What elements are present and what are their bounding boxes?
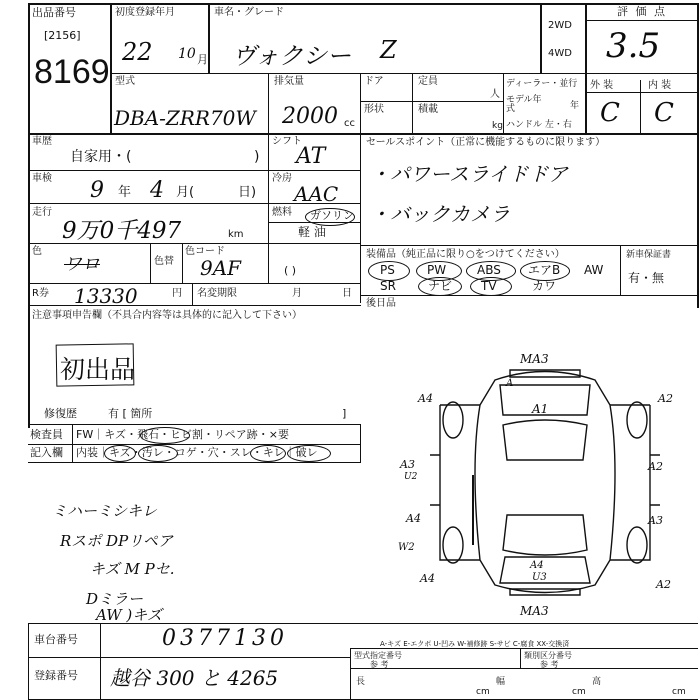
rule <box>360 101 503 102</box>
first-reg-label: 初度登録年月 <box>115 7 175 18</box>
displacement-label: 排気量 <box>274 76 304 87</box>
chassis-value: 0377130 <box>162 626 288 651</box>
equip-airbag: エアB <box>528 263 561 277</box>
first-listing: 初出品 <box>60 355 136 384</box>
rule <box>503 73 504 133</box>
mark-right-front-door: A2 <box>648 460 663 473</box>
reg-value: 越谷 300 と 4265 <box>110 666 279 690</box>
model-year-label: モデル年式 <box>506 95 542 114</box>
equip-tv: TV <box>481 279 497 293</box>
lot-label: 出品番号 <box>32 6 76 19</box>
mark-bumper-front: A <box>506 378 514 389</box>
length-label: 長 <box>356 677 366 687</box>
height-label: 高 <box>592 677 602 687</box>
stain-circle <box>138 445 178 462</box>
mark-front-right: A2 <box>658 392 673 405</box>
airbag-circle <box>520 261 570 281</box>
rule <box>110 73 698 74</box>
mark-front-left: A4 <box>418 392 433 405</box>
inspection-month-unit: 月( <box>176 185 195 200</box>
aircon-label: 冷房 <box>272 173 292 184</box>
person-unit: 人 <box>490 89 500 100</box>
color-value: ワロ <box>64 254 100 275</box>
history-close: ) <box>254 149 260 165</box>
rule <box>585 92 698 93</box>
rule <box>28 170 361 171</box>
reg-label: 登録番号 <box>34 669 78 682</box>
inspection-label: 車検 <box>32 173 52 184</box>
shift-value: AT <box>296 144 326 169</box>
dealer-label: ディーラー・並行 <box>506 79 578 89</box>
rule <box>28 3 30 428</box>
mark-rear-left: A4 <box>420 572 435 585</box>
notes-label: 注意事項申告欄（不具合内容等は具体的に記入して下さい） <box>32 310 302 321</box>
entry-label: 記入欄 <box>30 446 63 459</box>
inspection-year: 9 <box>90 178 104 203</box>
shape-label: 形状 <box>364 104 384 115</box>
handle-label: ハンドル 左・右 <box>506 120 572 130</box>
fuel-gasoline: ガソリン <box>310 209 354 222</box>
inspection-day-unit: 日) <box>238 185 257 200</box>
cm-1: cm <box>476 687 490 697</box>
mark-rear-hatch: A4 <box>530 560 544 571</box>
fuel-diesel: 軽 油 <box>298 225 326 239</box>
equip-leather: カワ <box>532 279 557 293</box>
category-label: 類別区分番号 <box>524 651 572 660</box>
width-label: 幅 <box>496 677 506 687</box>
rule <box>360 424 361 462</box>
later-label: 後日品 <box>366 298 396 309</box>
rule <box>110 3 112 133</box>
mileage-value: 9万0千497 <box>62 218 182 244</box>
rule <box>585 3 587 133</box>
type-designation-label: 型式指定番号 <box>354 651 402 660</box>
inspection-month: 4 <box>150 178 164 203</box>
capacity-label: 定員 <box>418 76 438 87</box>
rule <box>350 668 698 669</box>
mark-left-rear-door: A4 <box>406 512 421 525</box>
rule <box>182 243 183 283</box>
rule <box>208 3 210 73</box>
warranty-value: 有・無 <box>628 271 665 285</box>
rule <box>360 133 361 303</box>
inspection-year-unit: 年 <box>118 185 132 200</box>
recycle-value: 13330 <box>74 284 138 308</box>
sales-points-label: セールスポイント（正常に機能するものに限ります） <box>366 137 606 148</box>
navi-circle <box>418 277 462 296</box>
mark-right-rear-door: A3 <box>648 514 663 527</box>
rule <box>100 623 101 700</box>
rule <box>697 3 699 308</box>
model-value: DBA-ZRR70W <box>114 106 256 130</box>
equip-pw: PW <box>427 263 447 277</box>
repair-close: ] <box>342 407 347 420</box>
rule <box>192 283 193 305</box>
repair-value: 有 [ 箇所 <box>108 407 153 420</box>
first-reg-month: 10 <box>178 46 196 62</box>
rule <box>72 424 73 462</box>
reference-label-1: 参 考 <box>370 660 389 669</box>
shift-label: シフト <box>272 136 302 147</box>
stone-chip-circle <box>140 427 190 444</box>
rule <box>28 133 698 135</box>
lot-number: 8169 <box>34 53 110 91</box>
color-code-label: 色コード <box>185 246 225 257</box>
rule <box>28 424 361 425</box>
kg-unit: kg <box>492 121 503 131</box>
diagram-legend: A-キズ E-エクボ U-凹み W-補修跡 S-サビ C-腐食 XX-交換済 <box>380 640 570 648</box>
car-name: ヴォクシー <box>232 42 352 70</box>
repair-label: 修復歴 <box>44 407 77 420</box>
interior-grade: C <box>654 98 674 128</box>
lot-sub: [2156] <box>44 29 81 42</box>
history-value: 自家用・( <box>70 149 132 165</box>
equip-abs: ABS <box>477 263 501 277</box>
rule <box>28 657 350 658</box>
rule <box>585 20 698 21</box>
note-line-4: Dミラー <box>86 590 144 608</box>
model-label: 型式 <box>115 76 135 87</box>
rule <box>360 295 698 296</box>
equip-ps: PS <box>380 263 395 277</box>
rule <box>150 243 151 283</box>
rule <box>640 80 641 133</box>
cc-unit: cc <box>344 118 355 129</box>
month-unit: 月 <box>197 53 208 66</box>
mileage-unit: km <box>228 229 244 240</box>
tear-circle <box>287 445 331 462</box>
equip-aw: AW <box>584 263 604 277</box>
drive-2wd: 2WD <box>548 20 572 31</box>
inspector-items: FW｜キズ・飛石・ヒビ割・リペア跡・×要 <box>76 428 289 441</box>
drive-4wd: 4WD <box>548 48 572 59</box>
rule <box>620 245 621 295</box>
recycle-label: R券 <box>32 288 49 299</box>
note-line-5: AW )キズ <box>96 606 162 624</box>
rule <box>360 245 698 246</box>
rule <box>28 462 361 463</box>
recycle-yen: 円 <box>172 288 182 299</box>
tv-circle <box>470 277 512 296</box>
cm-3: cm <box>672 687 686 697</box>
rule <box>350 648 351 700</box>
name-change-month: 月 <box>292 288 302 299</box>
warranty-label: 新車保証書 <box>626 250 672 260</box>
interior-label: 内 装 <box>648 80 672 91</box>
year-unit: 年 <box>570 101 580 111</box>
score-label: 評 価 点 <box>617 5 667 18</box>
rule <box>28 623 29 700</box>
sales-point-2: ・バックカメラ <box>370 202 510 226</box>
equipment-label: 装備品（純正品に限り○をつけてください） <box>366 249 565 260</box>
exterior-grade: C <box>600 98 620 128</box>
note-line-1: ミハーミシキレ <box>52 502 157 520</box>
aircon-value: AAC <box>294 182 339 206</box>
reference-label-2: 参 考 <box>540 660 559 669</box>
equip-sr: SR <box>380 279 396 293</box>
name-change-day: 日 <box>342 288 352 299</box>
rule <box>520 648 521 668</box>
note-line-3: キズ M Pセ. <box>90 560 175 578</box>
car-name-label: 車名・グレード <box>214 7 284 18</box>
mark-rear-right: A2 <box>656 578 671 591</box>
history-label: 車歴 <box>32 136 52 147</box>
door-label: ドア <box>364 76 384 87</box>
mark-left-front-door: A3 <box>400 458 415 471</box>
load-label: 積載 <box>418 104 438 115</box>
rule <box>360 73 361 133</box>
equip-navi: ナビ <box>428 279 453 293</box>
cm-2: cm <box>572 687 586 697</box>
mark-rear-dent: U3 <box>532 572 547 583</box>
displacement-value: 2000 <box>282 104 338 129</box>
scuff-circle <box>250 445 286 462</box>
rule <box>268 133 269 283</box>
sales-point-1: ・パワースライドドア <box>370 162 568 186</box>
rule <box>268 73 269 133</box>
name-change-label: 名変期限 <box>197 288 237 299</box>
mark-bottom: MA3 <box>520 604 549 618</box>
first-reg-year: 22 <box>122 38 153 66</box>
inspector-label: 検査員 <box>30 428 63 441</box>
rule <box>412 73 413 133</box>
fuel-label: 燃料 <box>272 207 292 218</box>
chassis-label: 車台番号 <box>34 633 78 646</box>
mark-top: MA3 <box>520 352 549 366</box>
mark-left-front-door-dent: U2 <box>404 472 418 482</box>
mark-hood: A1 <box>532 402 549 416</box>
note-line-2: Rスポ DPリペア <box>60 532 173 550</box>
scratch-circle <box>104 445 136 462</box>
color-code-value: 9AF <box>200 256 242 280</box>
grade: Z <box>380 36 397 64</box>
mark-left-repair: W2 <box>398 542 415 553</box>
score-value: 3.5 <box>606 26 661 66</box>
paint-label: 色替 <box>154 256 174 267</box>
entry-items: 内装｜キズ・汚レ・コゲ・穴・スレ・キレ｜破レ <box>76 446 318 459</box>
exterior-label: 外 装 <box>590 80 614 91</box>
rule <box>28 3 698 5</box>
rule <box>540 3 542 73</box>
mileage-label: 走行 <box>32 207 52 218</box>
ps-circle <box>368 261 410 281</box>
color-label: 色 <box>32 246 42 257</box>
fuel-paren: ( ) <box>284 264 297 277</box>
